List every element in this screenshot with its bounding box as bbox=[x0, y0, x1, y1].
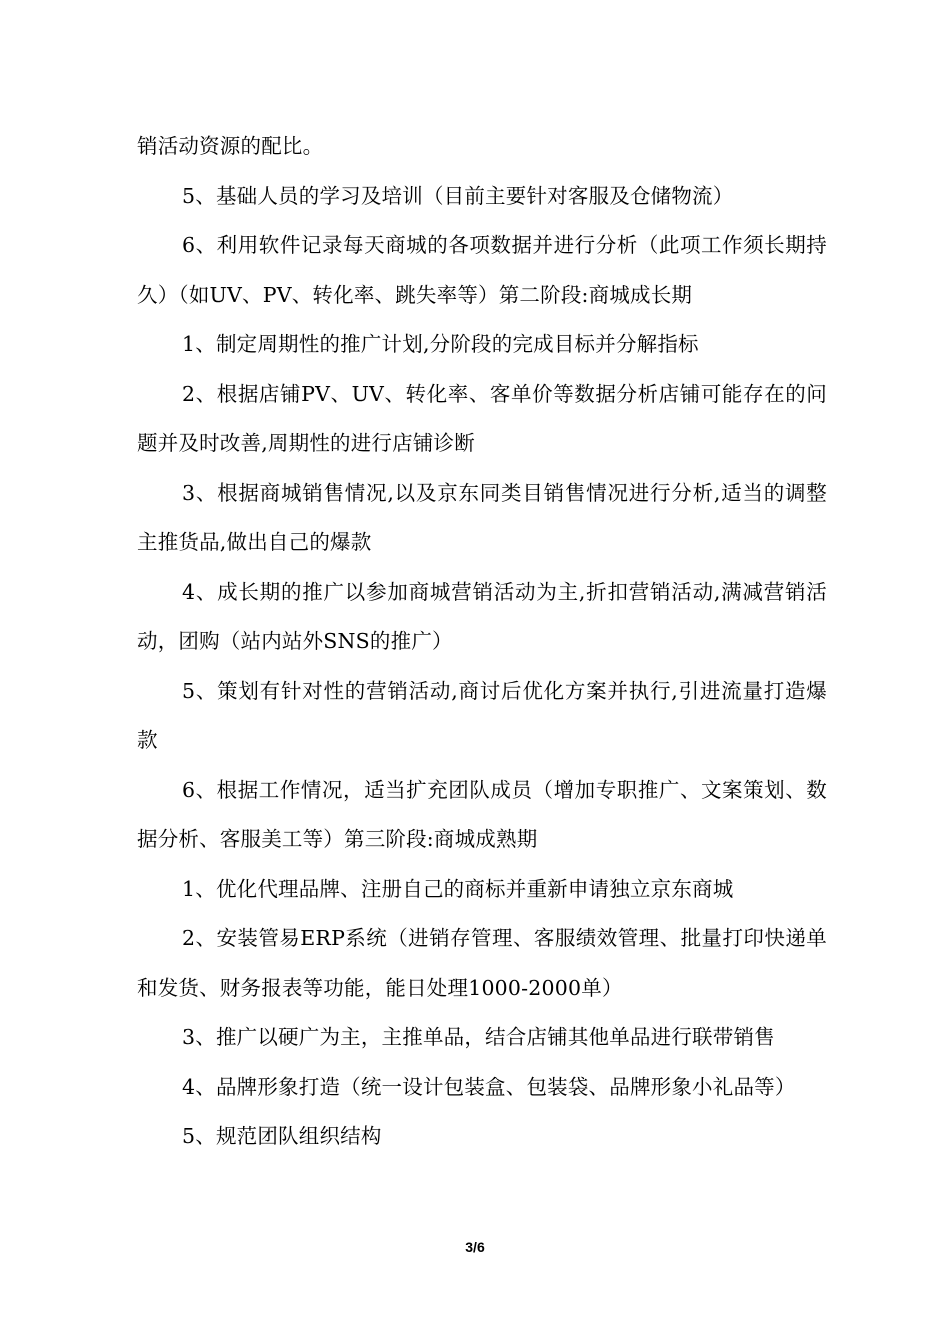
paragraph-continuation: 销活动资源的配比。 bbox=[137, 134, 324, 158]
paragraph-item: 6、根据工作情况，适当扩充团队成员（增加专职推广、文案策划、数据分析、客服美工等）第三阶段:商城成熟期 bbox=[137, 777, 827, 851]
document-body bbox=[137, 122, 827, 1162]
paragraph-item: 4、品牌形象打造（统一设计包装盒、包装袋、品牌形象小礼品等） bbox=[182, 1074, 796, 1099]
paragraph-item: 3、根据商城销售情况,以及京东同类目销售情况进行分析,适当的调整主推货品,做出自己的爆款 bbox=[137, 480, 827, 554]
paragraph-item: 5、策划有针对性的营销活动,商讨后优化方案并执行,引进流量打造爆款 bbox=[137, 678, 827, 752]
page-number: 3/6 bbox=[465, 1239, 485, 1255]
paragraph-item: 4、成长期的推广以参加商城营销活动为主,折扣营销活动,满减营销活动，团购（站内站外SNS的推广） bbox=[137, 579, 827, 653]
paragraph-item: 3、推广以硬广为主，主推单品，结合店铺其他单品进行联带销售 bbox=[182, 1025, 775, 1049]
paragraph-item: 5、规范团队组织结构 bbox=[182, 1124, 382, 1148]
paragraph-item: 2、根据店铺PV、UV、转化率、客单价等数据分析店铺可能存在的问题并及时改善,周期性的进行店铺诊断 bbox=[137, 381, 827, 455]
paragraph-item: 1、优化代理品牌、注册自己的商标并重新申请独立京东商城 bbox=[182, 876, 734, 901]
paragraph-item: 1、制定周期性的推广计划,分阶段的完成目标并分解指标 bbox=[182, 332, 699, 356]
paragraph-item: 2、安装管易ERP系统（进销存管理、客服绩效管理、批量打印快递单和发货、财务报表等功能，能日处理1000-2000单） bbox=[137, 926, 827, 1000]
paragraph-item: 6、利用软件记录每天商城的各项数据并进行分析（此项工作须长期持久）（如UV、PV、转化率、跳失率等）第二阶段:商城成长期 bbox=[137, 233, 827, 307]
paragraph-item: 5、基础人员的学习及培训（目前主要针对客服及仓储物流） bbox=[182, 183, 734, 208]
